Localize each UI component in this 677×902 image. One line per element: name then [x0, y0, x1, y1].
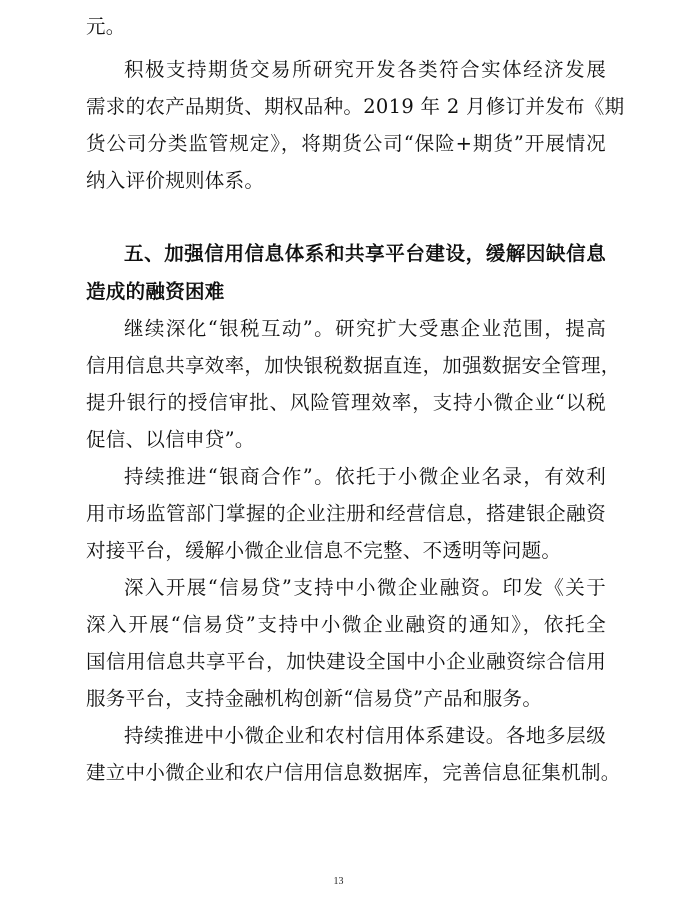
paragraph-bank-commerce-line-2: 用市场监管部门掌握的企业注册和经营信息，搭建银企融资	[86, 502, 606, 525]
paragraph-rural-credit-line-2: 建立中小微企业和农户信用信息数据库，完善信息征集机制。	[86, 761, 621, 784]
section-heading-line-2: 造成的融资困难	[86, 280, 225, 303]
paragraph-rural-credit-line-1: 持续推进中小微企业和农村信用体系建设。各地多层级	[124, 724, 606, 747]
page-number: 13	[333, 876, 344, 887]
paragraph-bank-commerce-line-3: 对接平台，缓解小微企业信息不完整、不透明等问题。	[86, 539, 562, 562]
paragraph-credit-loan-line-4: 服务平台，支持金融机构创新“信易贷”产品和服务。	[86, 687, 543, 710]
paragraph-intro-tail-line: 元。	[86, 15, 126, 38]
paragraph-futures-line-4: 纳入评价规则体系。	[86, 169, 265, 192]
paragraph-credit-loan-line-2: 深入开展“信易贷”支持中小微企业融资的通知》，依托全	[86, 613, 606, 636]
paragraph-bank-tax-line-2: 信用信息共享效率，加快银税数据直连，加强数据安全管理，	[86, 354, 621, 377]
paragraph-futures-line-2: 需求的农产品期货、期权品种。2019 年 2 月修订并发布《期	[86, 95, 625, 118]
paragraph-bank-tax-line-1: 继续深化“银税互动”。研究扩大受惠企业范围，提高	[124, 317, 606, 340]
paragraph-bank-tax-line-4: 促信、以信申贷”。	[86, 428, 255, 451]
paragraph-futures-line-1: 积极支持期货交易所研究开发各类符合实体经济发展	[124, 58, 606, 81]
paragraph-credit-loan-line-1: 深入开展“信易贷”支持中小微企业融资。印发《关于	[124, 576, 606, 599]
paragraph-bank-tax-line-3: 提升银行的授信审批、风险管理效率，支持小微企业“以税	[86, 391, 606, 414]
paragraph-bank-commerce-line-1: 持续推进“银商合作”。依托于小微企业名录，有效利	[124, 465, 606, 488]
paragraph-futures-line-3: 货公司分类监管规定》，将期货公司“保险+期货”开展情况	[86, 132, 606, 155]
paragraph-credit-loan-line-3: 国信用信息共享平台，加快建设全国中小企业融资综合信用	[86, 650, 606, 673]
section-heading-line-1: 五、加强信用信息体系和共享平台建设，缓解因缺信息	[124, 242, 606, 265]
